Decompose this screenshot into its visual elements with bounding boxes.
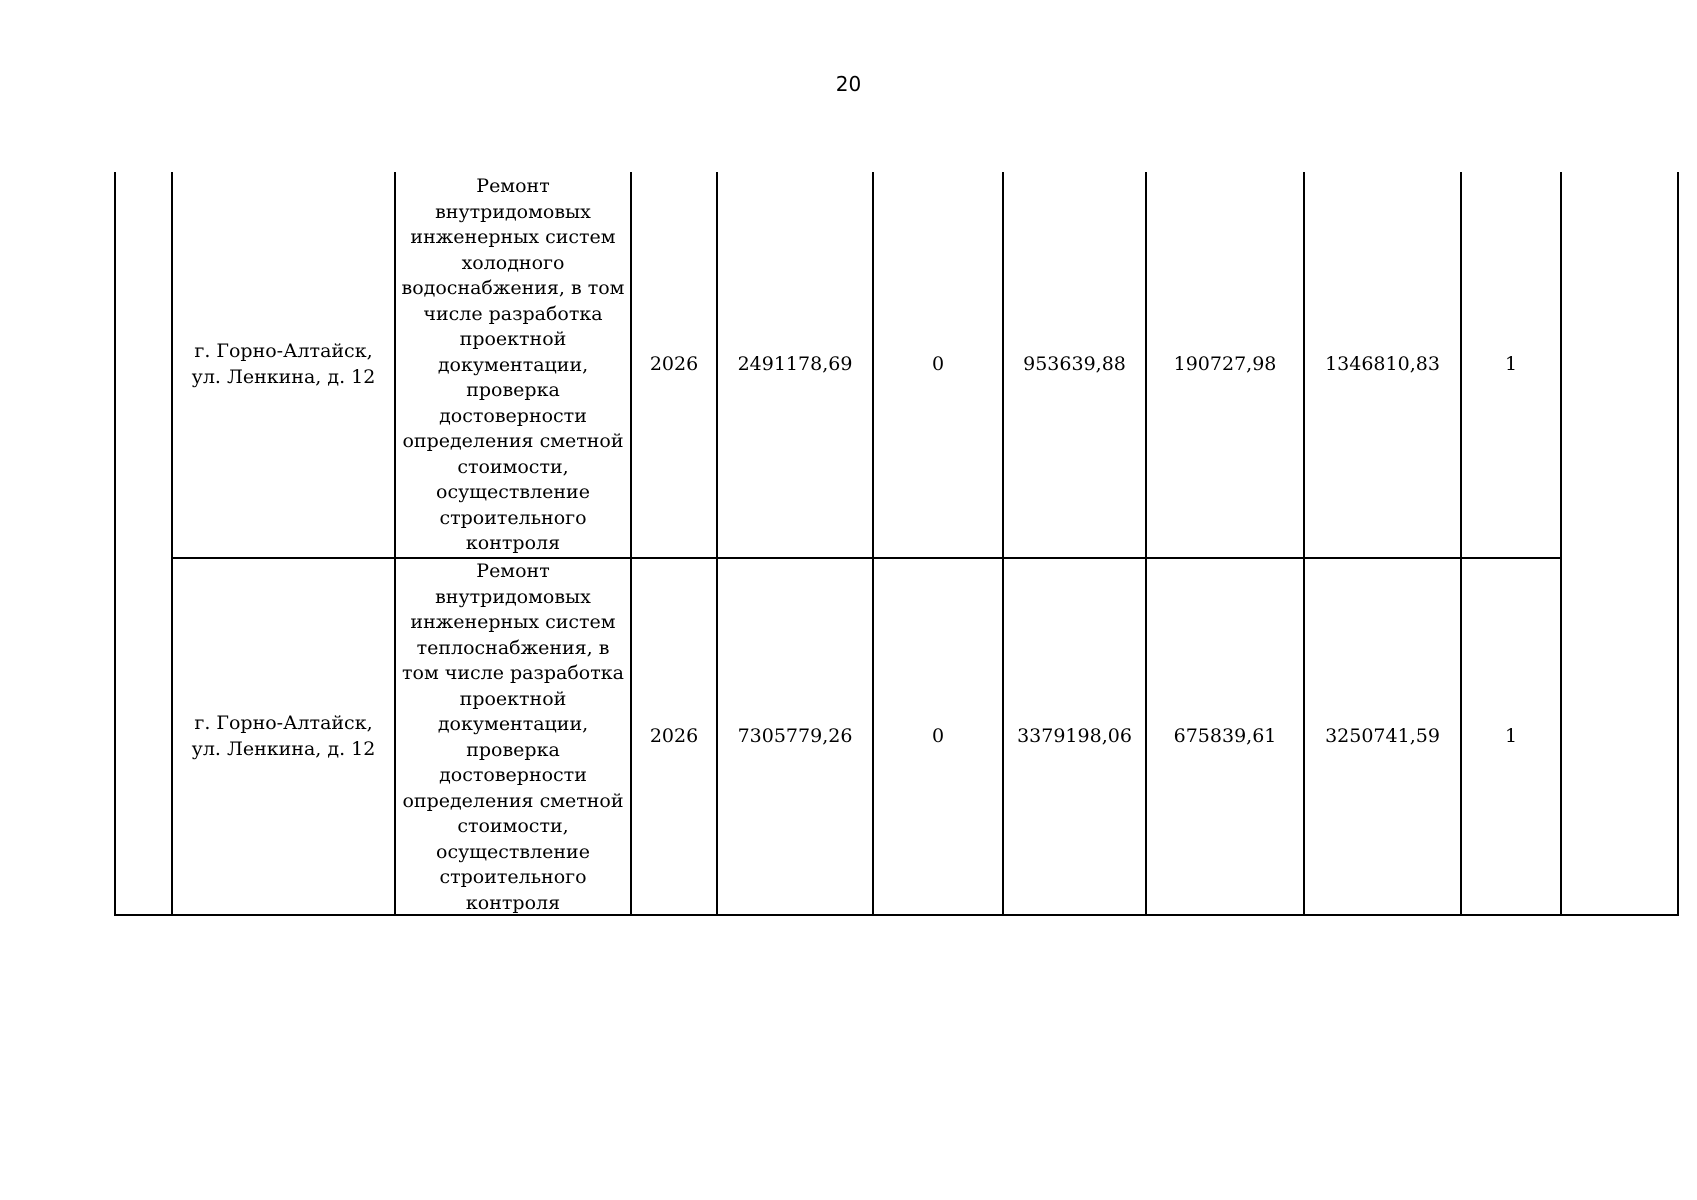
table-row-1-address [173, 172, 394, 557]
table-row-2-total [718, 559, 872, 914]
year-text: 2026 [649, 352, 699, 375]
address-text: г. Горно-Алтайск, ул. Ленкина, д. 12 [191, 340, 376, 388]
table-row-1-work [396, 174, 630, 557]
table-row-2-col5 [874, 559, 1002, 914]
table-row-1-col9 [1462, 172, 1560, 557]
address-text: г. Горно-Алтайск, ул. Ленкина, д. 12 [191, 712, 376, 760]
table-row-2-col6 [1004, 559, 1145, 914]
value-text: 1 [1504, 724, 1518, 747]
table-row-1-col7 [1147, 172, 1303, 557]
work-text: Ремонт внутридомовых инженерных систем холодного водоснабжения, в том числе разработка проектной документации, проверка достоверности определения сметной стоимости, осуществление строительного контроля [401, 175, 625, 554]
work-text: Ремонт внутридомовых инженерных систем теплоснабжения, в том числе разработка проектной документации, проверка достоверности определения сметной стоимости, осуществление строительного контроля [402, 560, 624, 914]
table-border-bottom [114, 914, 1679, 916]
column-divider [1560, 172, 1562, 916]
table-row-1-col5 [874, 172, 1002, 557]
table-row-2-col7 [1147, 559, 1303, 914]
table-row-1-year [632, 172, 716, 557]
value-text: 0 [931, 724, 945, 747]
total-text: 2491178,69 [737, 352, 853, 375]
table-row-1-col8 [1305, 172, 1460, 557]
value-text: 953639,88 [1023, 352, 1126, 375]
year-text: 2026 [649, 724, 699, 747]
value-text: 3379198,06 [1017, 724, 1132, 747]
table-row-2-year [632, 559, 716, 914]
repair-table [114, 172, 1673, 916]
value-text: 0 [931, 352, 945, 375]
table-row-1-col6 [1004, 172, 1145, 557]
table-row-1-total [718, 172, 872, 557]
value-text: 3250741,59 [1325, 724, 1440, 747]
value-text: 1346810,83 [1325, 352, 1440, 375]
page-number: 20 [835, 72, 862, 96]
value-text: 1 [1504, 352, 1518, 375]
value-text: 675839,61 [1173, 724, 1277, 747]
table-row-2-address [173, 559, 394, 914]
value-text: 190727,98 [1173, 352, 1277, 375]
table-border-right [1677, 172, 1679, 916]
table-row-2-col9 [1462, 559, 1560, 914]
total-text: 7305779,26 [737, 724, 853, 747]
table-border-left [114, 172, 116, 916]
table-row-2-col8 [1305, 559, 1460, 914]
table-row-2-work [396, 559, 630, 914]
